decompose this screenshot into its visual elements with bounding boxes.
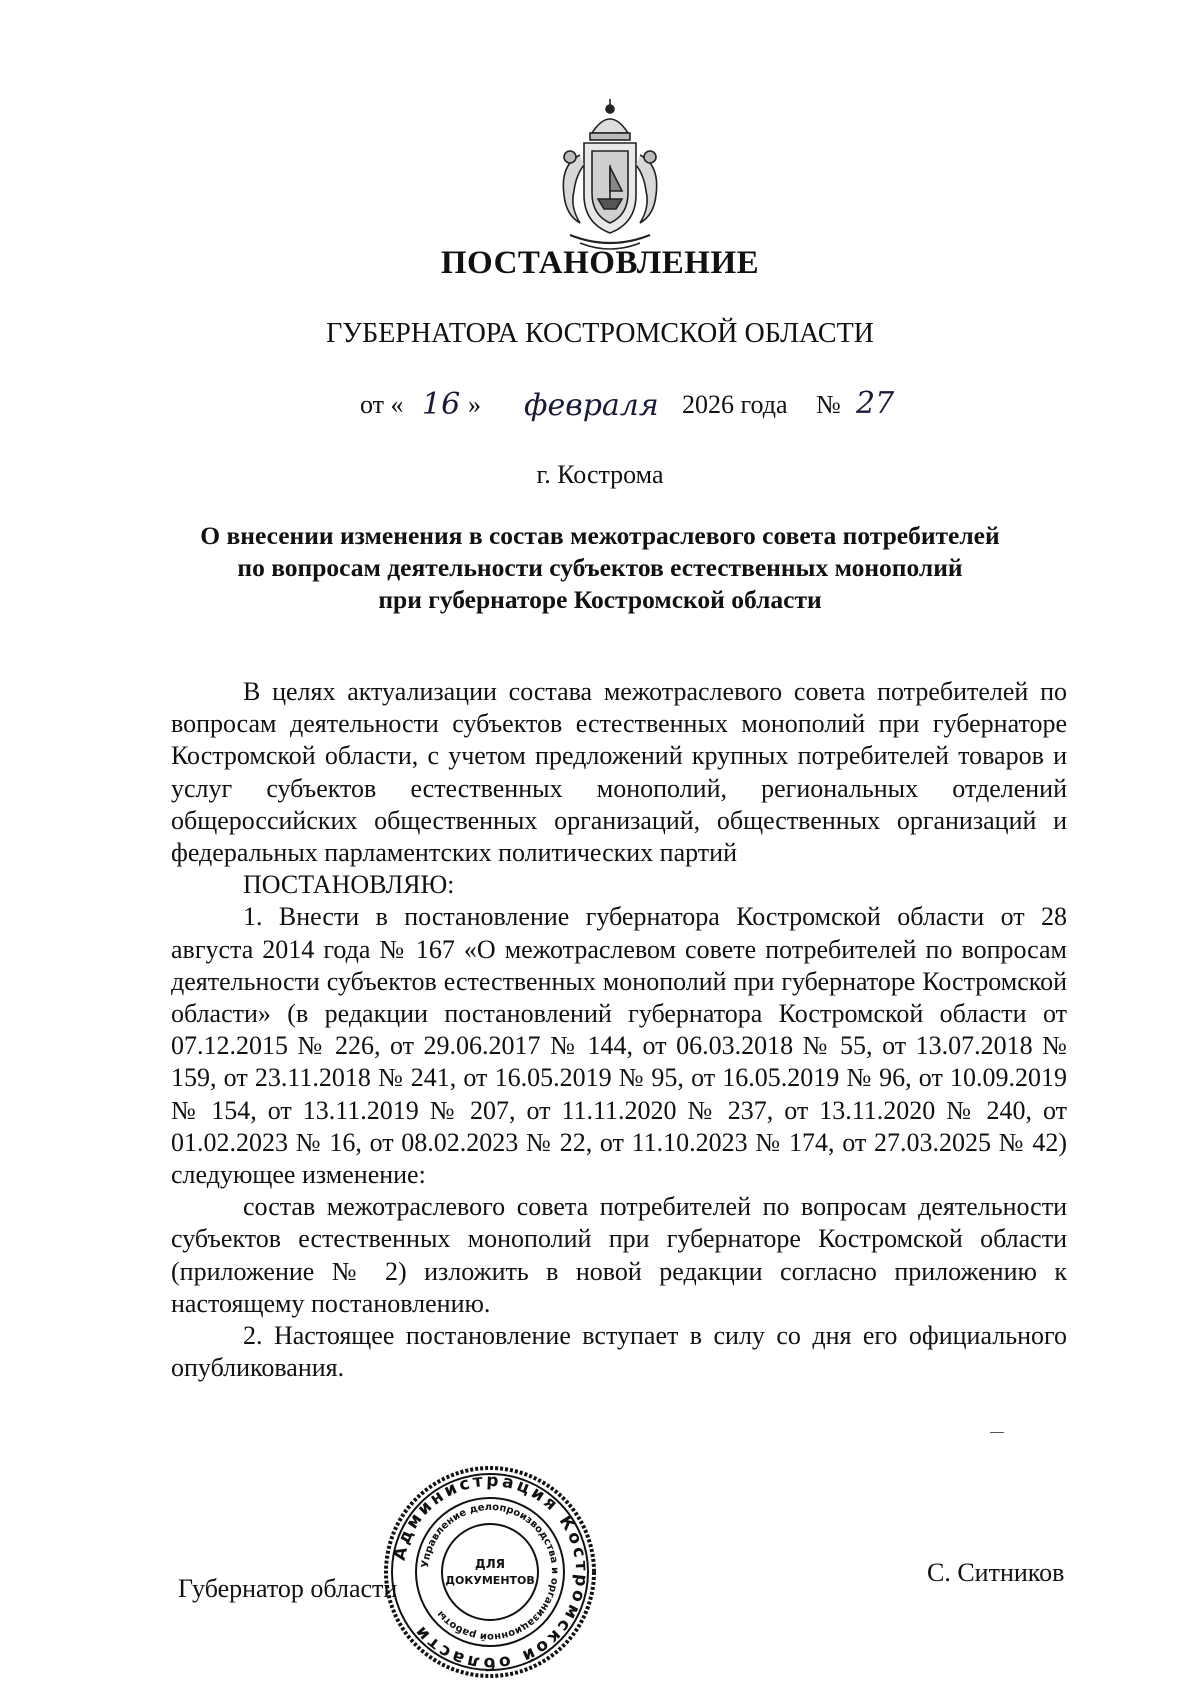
coat-of-arms-icon — [540, 95, 680, 255]
title-line: по вопросам деятельности субъектов естественных монополий — [237, 553, 963, 582]
preamble-paragraph: В целях актуализации состава межотраслевого совета потребителей по вопросам деятельности субъектов естественных монополий при губернаторе Костромской области, с учетом предложений крупных потребителей товаров и услуг субъектов естественных монополий, региональных отделений общероссийских общественных организаций, общественных организаций и федеральных парламентских политических партий — [171, 677, 1067, 868]
date-year: 2026 года — [682, 390, 788, 419]
title-line: при губернаторе Костромской области — [378, 585, 822, 614]
document-body — [171, 676, 1067, 1384]
signatory-name: С. Ситников — [927, 1558, 1065, 1587]
handwritten-number: 27 — [856, 386, 895, 421]
item-1-change-paragraph: состав межотраслевого совета потребителей по вопросам деятельности субъектов естественных монополий при губернаторе Костромской области (приложение № 2) изложить в новой редакции согласно приложению к настоящему постановлению. — [171, 1192, 1067, 1318]
number-prefix: № — [816, 390, 841, 419]
stamp-outer-text: Администрация Костромской области — [389, 1470, 592, 1674]
item-2-paragraph: 2. Настоящее постановление вступает в силу со дня его официального опубликования. — [171, 1321, 1067, 1383]
issuing-authority: ГУБЕРНАТОРА КОСТРОМСКОЙ ОБЛАСТИ — [326, 318, 874, 349]
signatory-position: Губернатор области — [178, 1574, 398, 1603]
stamp-inner-text: Управление делопроизводства и организационной работы — [420, 1501, 561, 1643]
date-prefix: от « — [360, 390, 404, 419]
city: г. Кострома — [536, 460, 664, 489]
stamp-center-line-1: ДЛЯ — [475, 1557, 505, 1571]
title-line: О внесении изменения в состав межотраслевого совета потребителей — [200, 521, 1000, 550]
handwritten-day: 16 — [422, 387, 461, 422]
stamp-center-line-2: ДОКУМЕНТОВ — [445, 1574, 535, 1587]
item-1-paragraph: 1. Внести в постановление губернатора Костромской области от 28 августа 2014 года № 167 «О межотраслевом совете потребителей по вопросам деятельности субъектов естественных монополий при губернаторе Костромской области» (в редакции постановлений губернатора Костромской области от 07.12.2015 № 226, от 29.06.2017 № 144, от 06.03.2018 № 55, от 13.07.2018 № 159, от 23.11.2018 № 241, от 16.05.2019 № 95, от 16.05.2019 № 96, от 10.09.2019 № 154, от 13.11.2019 № 207, от 11.11.2020 № 237, от 13.11.2020 № 240, от 01.02.2023 № 16, от 08.02.2023 № 22, от 11.10.2023 № 174, от 27.03.2025 № 42) следующее изменение: — [171, 902, 1067, 1190]
document-title — [150, 520, 1050, 616]
svg-text:Администрация Костромской обла — [390, 1471, 592, 1673]
official-stamp — [380, 1462, 600, 1682]
document-type: ПОСТАНОВЛЕНИЕ — [440, 245, 760, 281]
decree-word: ПОСТАНОВЛЯЮ: — [243, 870, 455, 900]
handwritten-month: февраля — [524, 388, 659, 423]
pen-mark — [990, 1432, 1004, 1433]
date-day-suffix: » — [468, 390, 481, 419]
